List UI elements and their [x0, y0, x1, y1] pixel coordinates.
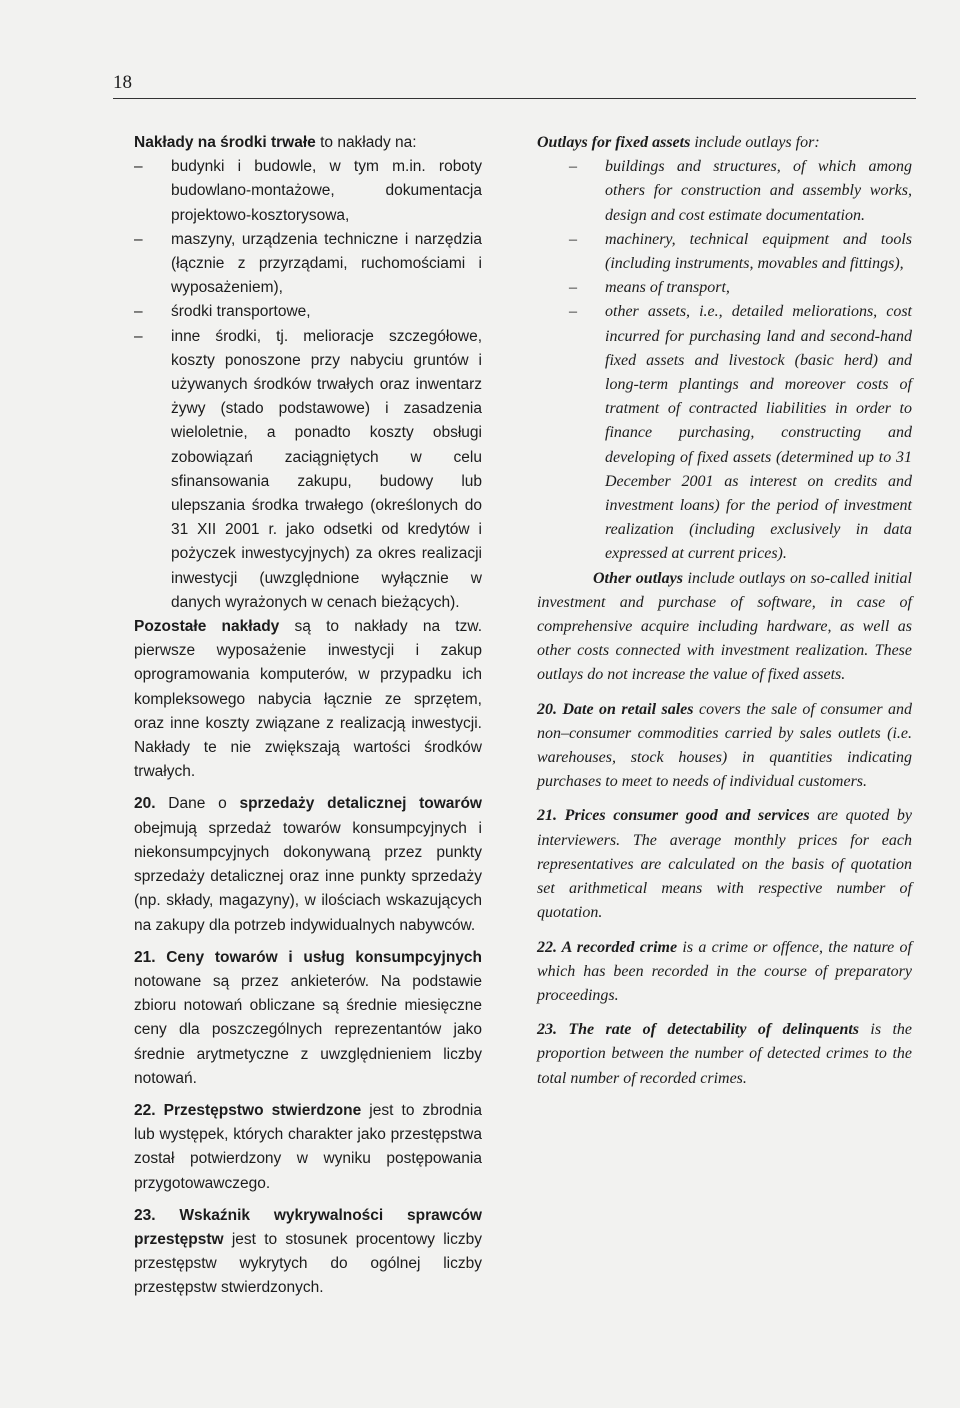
en-other-outlays — [537, 567, 912, 688]
en-dash: – — [569, 158, 577, 176]
pl-section-21 — [134, 946, 482, 1091]
pl-s20-number: 20. — [134, 795, 156, 813]
en-intro — [537, 131, 912, 155]
pl-s22-text: jest to zbrodnia lub występek, których charakter jako przestępstwa został potwierdzony w wyniku postępowania przygotowawczego. — [134, 1101, 482, 1192]
pl-other-term: Pozostałe nakłady — [134, 618, 280, 636]
en-s22-term: 22. A recorded crime — [537, 938, 678, 956]
en-item-text: means of transport, — [605, 279, 730, 297]
pl-section-20 — [134, 792, 482, 937]
pl-s23-text: jest to stosunek procentowy liczby przestępstw wykrytych do ogólnej liczby przestępstw stwierdzonych. — [134, 1230, 482, 1297]
en-other-text: include outlays on so-called initial investment and purchase of software, in case of comprehensive acquire including hardware, as well as other costs connected with investment realization. These outlays do not increase the value of fixed assets. — [537, 569, 912, 684]
en-s22-text: is a crime or offence, the nature of which has been recorded in the course of preparatory proceedings. — [537, 938, 912, 1004]
en-other-term: Other outlays — [593, 569, 683, 587]
pl-dash: – — [134, 230, 143, 248]
pl-section-22 — [134, 1099, 482, 1196]
en-s21-term: 21. Prices consumer good and services — [537, 807, 810, 825]
en-dash: – — [569, 303, 577, 321]
pl-item-text: maszyny, urządzenia techniczne i narzędzia (łącznie z przyrządami, ruchomościami i wyposażeniem), — [171, 230, 482, 297]
pl-item-text: środki transportowe, — [171, 303, 311, 321]
pl-s23-term: 23. Wskaźnik wykrywalności sprawców przestępstw — [134, 1206, 482, 1248]
pl-s20-pre: Dane o — [155, 795, 240, 813]
pl-intro — [134, 131, 482, 155]
pl-s21-text: notowane są przez ankieterów. Na podstawie zbioru notowań obliczane są średnie miesięczne ceny dla poszczególnych reprezentantów jako średnie arytmetyczne z uwzględnieniem liczby notowań. — [134, 972, 482, 1087]
pl-s21-term: 21. Ceny towarów i usług konsumpcyjnych — [134, 948, 482, 966]
en-s20-text: covers the sale of consumer and non–consumer commodities carried by sales outlets (i.e. warehouses, stock houses) in quantities indicating purchases to meet to needs of individual customers. — [537, 700, 913, 791]
en-s20-term: 20. Date on retail sales — [537, 700, 694, 718]
pl-s22-term: 22. Przestępstwo stwierdzone — [134, 1101, 362, 1119]
en-list-item — [537, 155, 912, 228]
en-list-item — [537, 228, 912, 276]
pl-list-item — [134, 300, 482, 324]
pl-list-item — [134, 325, 482, 615]
page-number: 18 — [113, 72, 132, 93]
en-s23-term: 23. The rate of detectability of delinquents — [537, 1021, 860, 1039]
en-s21-text: are quoted by interviewers. The average monthly prices for each representatives are calculated on the basis of quotation set arithmetical means with respective number of quotation. — [537, 807, 913, 922]
en-intro-text: include outlays for: — [690, 134, 820, 151]
pl-s20-term: sprzedaży detalicznej towarów — [239, 795, 482, 813]
en-s23-text: is the proportion between the number of detected crimes to the total number of recorded crimes. — [537, 1021, 912, 1087]
en-dash: – — [569, 279, 577, 297]
en-item-text: other assets, i.e., detailed meliorations, cost incurred for purchasing land and second-hand fixed assets and livestock (basic herd) and long-term plantings and moreover costs of tratment of contracted liabilities in order to finance purchasing, constructing and developing of fixed assets (determined up to 31 December 2001 as interest on credits and investment loans) for the period of investment realization (including exclusively in data expressed at current prices). — [605, 303, 912, 563]
polish-column — [134, 131, 482, 1301]
pl-intro-term: Nakłady na środki trwałe — [134, 134, 316, 151]
en-section-21 — [537, 804, 912, 925]
pl-item-text: inne środki, tj. melioracje szczegółowe, koszty ponoszone przy nabyciu gruntów i używanych środków trwałych oraz inwentarz żywy (stado podstawowe) i zasadzenia wieloletnie, a ponadto koszty obsługi zobowiązań zaciągniętych w celu sfinansowania zakupu, budowy lub ulepszania środka trwałego (określonych do 31 XII 2001 r. jako odsetki od kredytów i pożyczek inwestycyjnych) za okres realizacji inwestycji (uwzględnione wyłącznie w danych wyrażonych w cenach bieżących). — [171, 327, 482, 611]
pl-dash: – — [134, 327, 143, 345]
pl-dash: – — [134, 158, 143, 176]
en-section-20 — [537, 698, 912, 795]
pl-list-item — [134, 155, 482, 228]
en-dash: – — [569, 230, 577, 248]
pl-item-text: budynki i budowle, w tym m.in. roboty budowlano-montażowe, dokumentacja projektowo-kosztorysowa, — [171, 158, 482, 224]
en-list-item — [537, 276, 912, 300]
header-rule — [113, 98, 916, 99]
pl-other-outlays — [134, 615, 482, 784]
english-column — [537, 131, 912, 1091]
en-item-text: machinery, technical equipment and tools (including instruments, movables and fittings), — [605, 230, 912, 273]
en-intro-term: Outlays for fixed assets — [537, 134, 691, 151]
en-list-item — [537, 300, 912, 566]
pl-list-item — [134, 228, 482, 301]
pl-intro-text: to nakłady na: — [315, 134, 417, 151]
en-section-23 — [537, 1018, 912, 1091]
pl-other-text: są to nakłady na tzw. pierwsze wyposażenie inwestycji i zakup oprogramowania komputerów, w przypadku ich kompleksowego nabycia łącznie ze sprzętem, oraz inne koszty związane z realizacją inwestycji. Nakłady te nie zwiększają wartości środków trwałych. — [134, 618, 482, 781]
pl-section-23 — [134, 1204, 482, 1301]
pl-s20-text: obejmują sprzedaż towarów konsumpcyjnych i niekonsumpcyjnych dokonywaną przez punkty sprzedaży detalicznej oraz inne punkty sprzedaży (np. składy, magazyny), w ilościach wskazujących na zakupy dla potrzeb indywidualnych nabywców. — [134, 819, 482, 934]
en-section-22 — [537, 936, 912, 1009]
en-item-text: buildings and structures, of which among others for construction and assembly works, design and cost estimate documentation. — [605, 158, 912, 224]
pl-dash: – — [134, 303, 143, 321]
